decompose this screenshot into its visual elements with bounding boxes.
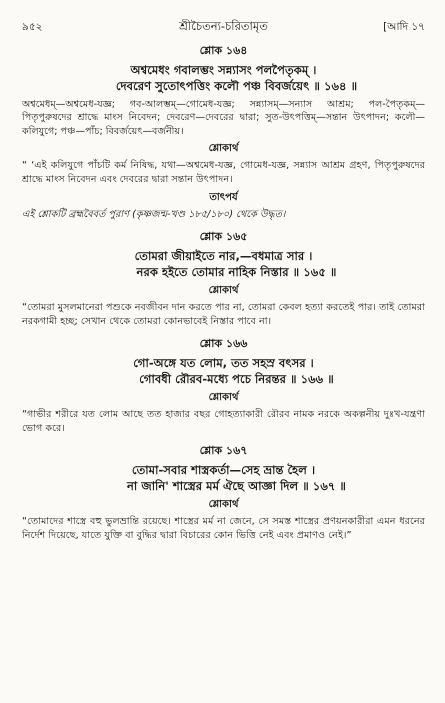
- verse-line-2: দেবরেণ সুতোৎপত্তিং কলৌ পঞ্চ বিবর্জয়েৎ ॥ ১৬৪ ॥: [115, 79, 358, 93]
- translation-text: “গাভীর শরীরে যত লোম আছে তত হাজার বছর গোহত্যাকারী রৌরব নামক নরকে অকল্পনীয় দুঃখ-যন্ত্রণা ভোগ করে।: [22, 409, 425, 435]
- verse-165: [22, 228, 425, 329]
- verse-line-1: অশ্বমেধং গবালম্ভং সন্ন্যাসং পলপৈতৃকম্ ।: [130, 63, 317, 77]
- section-label: [আদি ১৭: [383, 21, 425, 33]
- book-title: শ্রীচৈতন্য-চরিতামৃত: [179, 19, 268, 33]
- translation-text: “ ‘এই কলিযুগে পাঁচটি কর্ম নিষিদ্ধ, যথা—অশ্বমেধ-যজ্ঞ, গোমেধ-যজ্ঞ, সন্ন্যাস আশ্রম গ্রহণ, পিতৃপুরুষদের শ্রাদ্ধে মাংস নিবেদন এবং দেবরের দ্বারা সন্তান উৎপাদন।: [22, 160, 425, 186]
- verse-heading: শ্লোক ১৬৪: [199, 44, 248, 57]
- page-number: ৯৫২: [22, 21, 43, 33]
- translation-heading: শ্লোকার্থ: [208, 285, 239, 297]
- verse-line-1: গো-অঙ্গে যত লোম, তত সহস্র বৎসর ।: [133, 356, 314, 371]
- verse-line-2: নরক হইতে তোমার নাহিক নিস্তার ॥ ১৬৫ ॥: [136, 265, 337, 280]
- translation-text: “তোমাদের শাস্ত্রে বহু ভুলভ্রান্তি রয়েছে। শাস্ত্রের মর্ম না জেনে, সে সমস্ত শাস্ত্রের প্রণয়নকারীরা এমন ধরনের নির্দেশ দিয়েছে, যাতে যুক্তি বা বুদ্ধির দ্বারা বিচারের কোন ভিত্তি নেই এবং প্রমাণও নেই।”: [22, 516, 425, 542]
- page-header: [22, 10, 425, 36]
- verse-heading: শ্লোক ১৬৭: [199, 444, 248, 458]
- purport-heading: তাৎপর্য: [209, 192, 238, 204]
- translation-heading: শ্লোকার্থ: [208, 143, 239, 155]
- verse-line-1: তোমা-সবার শাস্ত্রকর্তা—সেহ ভ্রান্ত হৈল ।: [131, 463, 316, 478]
- purport-text: এই শ্লোকটি ব্রহ্মবৈবর্ত পুরাণ (কৃষ্ণজন্ম-খণ্ড ১৮৫/১৮০) থেকে উদ্ধৃত।: [22, 209, 286, 221]
- verse-167: [22, 442, 425, 543]
- verse-line-2: গোবধী রৌরব-মধ্যে পচে নিরন্তর ॥ ১৬৬ ॥: [139, 372, 334, 387]
- verse-heading: শ্লোক ১৬৫: [199, 230, 248, 244]
- verse-line-2: না জানি' শাস্ত্রের মর্ম ঐছে আজ্ঞা দিল ॥ ১৬৭ ॥: [127, 479, 346, 494]
- translation-text: “তোমরা মুসলমানেরা পশুকে নবজীবন দান করতে পার না, তোমরা কেবল হত্যা করতেই পার। তাই তোমরা নরকগামী হচ্ছ; সেখান থেকে তোমরা কোনভাবেই নিস্তার পাবে না।: [22, 302, 425, 328]
- verse-164: [22, 42, 425, 222]
- translation-heading: শ্লোকার্থ: [208, 392, 239, 404]
- translation-heading: শ্লোকার্থ: [208, 499, 239, 511]
- verse-line-1: তোমরা জীয়াইতে নার,—বধমাত্র সার ।: [134, 249, 313, 264]
- verse-166: [22, 335, 425, 436]
- word-meanings: অশ্বমেধম্—অশ্বমেধ-যজ্ঞ; গব-আলম্ভম্—গোমেধ-যজ্ঞ; সন্ন্যাসম্—সন্যাস আশ্রম; পল-পৈতৃকম্—পিতৃপুরুষদের শ্রাদ্ধে মাংস নিবেদন; দেবরেণ—দেবরের দ্বারা; সুত-উৎপত্তিম্—সন্তান উৎপাদন; কলৌ—কলিযুগে; পঞ্চ—পাঁচ; বিবর্জয়েৎ—বর্জনীয়।: [22, 99, 425, 137]
- verse-heading: শ্লোক ১৬৬: [199, 337, 248, 351]
